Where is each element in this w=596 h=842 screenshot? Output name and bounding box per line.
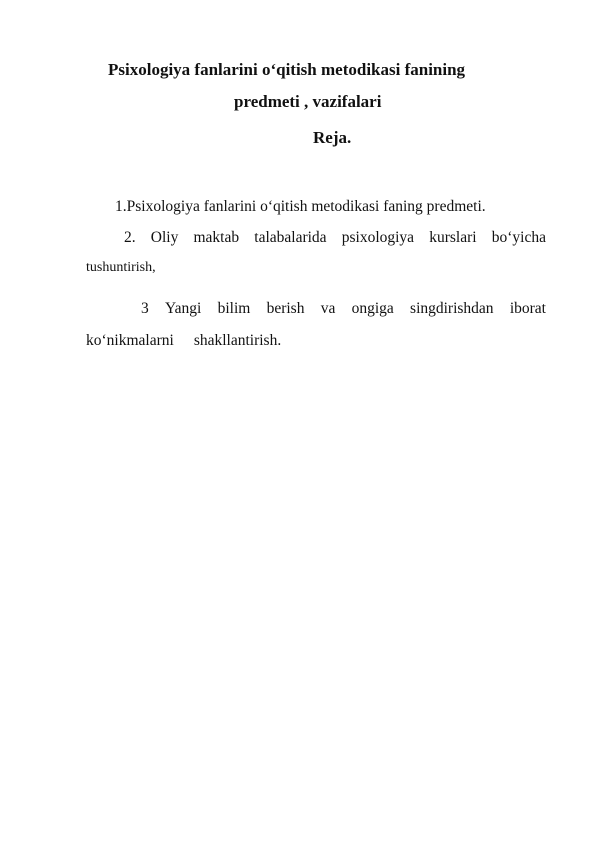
plan-item-3-continuation-part: shakllantirish. xyxy=(193,332,282,349)
plan-item-2-continuation: tushuntirish, xyxy=(86,260,156,275)
plan-item-3-word: singdirishdan xyxy=(410,300,494,317)
plan-item-3-word: 3 xyxy=(141,300,149,317)
plan-item-2-word: Oliy xyxy=(150,229,179,246)
plan-item-3-word: ongiga xyxy=(351,300,394,317)
document-title-line-1: Psixologiya fanlarini o‘qitish metodikasi fanining xyxy=(108,60,466,79)
plan-item-2-word: psixologiya xyxy=(341,229,415,246)
plan-item-2 xyxy=(124,229,546,247)
plan-item-3 xyxy=(141,300,546,318)
plan-item-2-word: bo‘yicha xyxy=(491,229,546,246)
plan-item-3-continuation-part: ko‘nikmalarni xyxy=(86,332,174,349)
plan-item-1: 1.Psixologiya fanlarini o‘qitish metodikasi faning predmeti. xyxy=(115,198,486,215)
plan-item-3-word: va xyxy=(320,300,336,317)
plan-item-3-word: Yangi xyxy=(165,300,202,317)
plan-item-3-word: iborat xyxy=(509,300,546,317)
plan-item-3-word: berish xyxy=(266,300,305,317)
plan-item-2-word: kurslari xyxy=(429,229,477,246)
plan-heading: Reja. xyxy=(313,128,352,147)
plan-item-3-continuation xyxy=(86,332,281,350)
plan-item-3-word: bilim xyxy=(217,300,251,317)
plan-item-2-word: 2. xyxy=(124,229,136,246)
document-title-line-2: predmeti , vazifalari xyxy=(234,92,382,111)
plan-item-2-word: talabalarida xyxy=(254,229,327,246)
plan-item-2-word: maktab xyxy=(193,229,240,246)
